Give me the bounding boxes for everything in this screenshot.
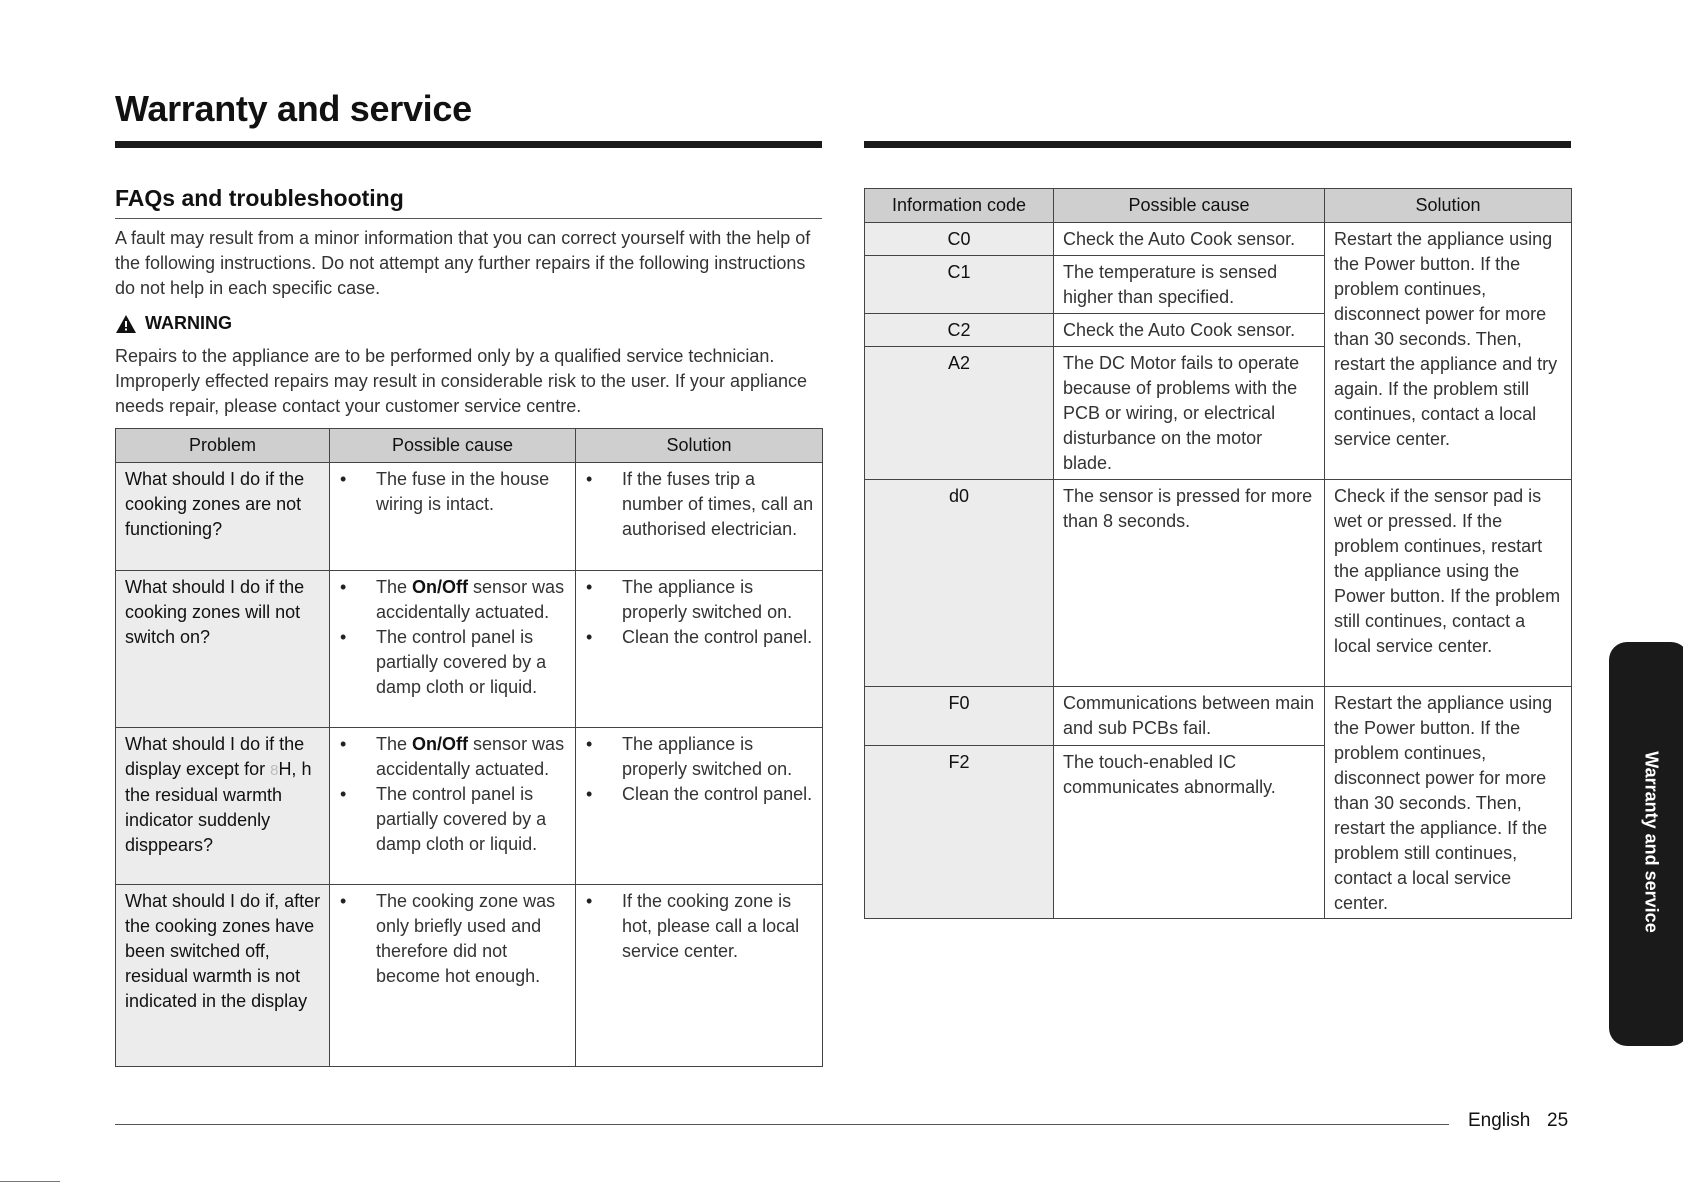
faq-header-solution: Solution <box>576 429 823 463</box>
cause-cell <box>330 463 576 571</box>
section-title: FAQs and troubleshooting <box>115 185 404 211</box>
solution-item: • If the fuses trip a number of times, call an authorised electrician. <box>584 467 814 542</box>
solution-cell: Restart the appliance using the Power button. If the problem continues, disconnect power for more than 30 seconds. Then, restart the appliance and try again. If the problem still continues, contact a local service center. <box>1325 223 1572 480</box>
cause-cell: The temperature is sensed higher than specified. <box>1054 256 1325 314</box>
cause-cell: The touch-enabled IC communicates abnormally. <box>1054 746 1325 919</box>
problem-text: What should I do if the display except for <box>125 734 305 779</box>
cause-item <box>338 575 567 625</box>
faq-table <box>115 428 823 1067</box>
cause-item: • The cooking zone was only briefly used and therefore did not become hot enough. <box>338 889 567 989</box>
warning-text: Repairs to the appliance are to be performed only by a qualified service technician. Improperly effected repairs may result in considerable risk to the user. If your appliance needs repair, please contact your customer service centre. <box>115 346 808 416</box>
cause-cell <box>330 885 576 1067</box>
problem-cell: What should I do if, after the cooking zones have been switched off, residual warmth is not indicated in the display <box>116 885 330 1067</box>
page-title: Warranty and service <box>115 88 472 129</box>
code-header-solution: Solution <box>1325 189 1572 223</box>
title-rule-left <box>115 141 822 148</box>
problem-cell <box>116 728 330 885</box>
cause-text: sensor was accidentally actuated. <box>376 734 565 779</box>
solution-cell <box>576 728 823 885</box>
faq-header-cause: Possible cause <box>330 429 576 463</box>
cause-text: sensor was accidentally actuated. <box>376 577 565 622</box>
intro-paragraph: A fault may result from a minor information that you can correct yourself with the help of the following instructions. Do not attempt any further repairs if the following instructions do not help in each specific case. <box>115 228 811 298</box>
cause-cell <box>330 571 576 728</box>
display-digit-hint: 8 <box>270 762 279 779</box>
solution-cell <box>576 885 823 1067</box>
faq-table-header <box>116 429 823 463</box>
cause-cell <box>330 728 576 885</box>
code-header-cause: Possible cause <box>1054 189 1325 223</box>
solution-cell <box>576 463 823 571</box>
solution-cell <box>576 571 823 728</box>
cause-cell: Check the Auto Cook sensor. <box>1054 314 1325 347</box>
code-cell: C2 <box>865 314 1054 347</box>
table-row <box>116 571 823 728</box>
code-cell: C1 <box>865 256 1054 314</box>
faq-header-problem: Problem <box>116 429 330 463</box>
bottom-edge-mark <box>0 1181 60 1182</box>
solution-cell: Restart the appliance using the Power button. If the problem continues, disconnect power for more than 30 seconds. Then, restart the appliance. If the problem still continues, contact a local service center. <box>1325 687 1572 919</box>
cause-cell: Communications between main and sub PCBs fail. <box>1054 687 1325 746</box>
residual-heat-symbols: H, h <box>278 759 312 779</box>
warning-heading <box>115 313 232 334</box>
table-row <box>116 728 823 885</box>
page-number: 25 <box>1547 1110 1569 1131</box>
solution-item: • Clean the control panel. <box>584 625 814 650</box>
code-cell: F0 <box>865 687 1054 746</box>
on-off-label: On/Off <box>412 577 469 597</box>
table-row <box>116 463 823 571</box>
cause-text: The <box>376 577 413 597</box>
footer-language: English <box>1468 1110 1531 1131</box>
chapter-side-tab <box>1609 642 1683 1046</box>
title-rule-right <box>864 141 1571 148</box>
on-off-label: On/Off <box>412 734 469 754</box>
code-cell: C0 <box>865 223 1054 256</box>
solution-item: • The appliance is properly switched on. <box>584 575 814 625</box>
code-cell: d0 <box>865 480 1054 687</box>
cause-cell: The sensor is pressed for more than 8 seconds. <box>1054 480 1325 687</box>
code-table-header <box>865 189 1572 223</box>
cause-text: The <box>376 734 413 754</box>
warning-triangle-icon <box>115 314 137 334</box>
table-row <box>865 687 1572 746</box>
solution-item: • Clean the control panel. <box>584 782 814 807</box>
code-cell: A2 <box>865 347 1054 480</box>
table-row <box>865 480 1572 687</box>
section-rule <box>115 218 822 219</box>
cause-cell: Check the Auto Cook sensor. <box>1054 223 1325 256</box>
cause-cell: The DC Motor fails to operate because of problems with the PCB or wiring, or electrical disturbance on the motor blade. <box>1054 347 1325 480</box>
cause-item: • The fuse in the house wiring is intact. <box>338 467 567 517</box>
table-row <box>865 223 1572 256</box>
information-code-table <box>864 188 1572 919</box>
problem-cell: What should I do if the cooking zones will not switch on? <box>116 571 330 728</box>
table-row <box>116 885 823 1067</box>
side-tab-label: Warranty and service <box>1641 751 1662 933</box>
solution-cell: Check if the sensor pad is wet or pressed. If the problem continues, restart the appliance using the Power button. If the problem still continues, contact a local service center. <box>1325 480 1572 687</box>
code-header-code: Information code <box>865 189 1054 223</box>
problem-text: the residual warmth indicator suddenly disppears? <box>125 785 283 855</box>
cause-item <box>338 732 567 782</box>
solution-item: • If the cooking zone is hot, please call a local service center. <box>584 889 814 964</box>
code-cell: F2 <box>865 746 1054 919</box>
problem-cell: What should I do if the cooking zones are not functioning? <box>116 463 330 571</box>
cause-item: • The control panel is partially covered by a damp cloth or liquid. <box>338 625 567 700</box>
solution-item: • The appliance is properly switched on. <box>584 732 814 782</box>
cause-item: • The control panel is partially covered by a damp cloth or liquid. <box>338 782 567 857</box>
warning-label: WARNING <box>145 313 232 333</box>
footer-rule <box>115 1124 1449 1125</box>
